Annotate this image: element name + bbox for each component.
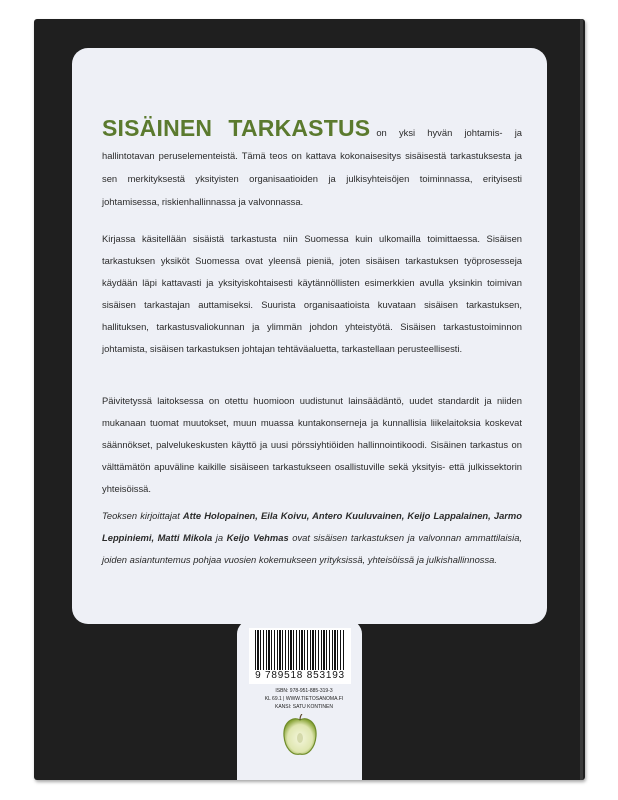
cover-credit-text: KANSI: SATU KONTINEN [275,704,333,710]
apple-icon [281,714,319,758]
authors-suffix: ovat sisäisen tarkastuksen ja valvonnan ammattilaisia, joiden asiantuntemus pohjaa vuosien kokemukseen yrityksissä, yhteisöissä ja julkishallinnossa. [102,532,523,565]
book-title: SISÄINEN TARKASTUS [102,115,371,141]
cover-edge [580,19,583,780]
authors-names-2: Keijo Vehmas [226,532,289,543]
paragraph-2 [102,228,522,360]
intro-text: on yksi hyvän johtamis- ja hallintotavan peruselementeistä. Tämä teos on kattava kokonaisesitys sisäisestä tarkastuksesta ja sen merkityksestä yksityisten organisaatioiden ja julkisyhteisöjen toiminnassa, erityisesti johtamisessa, riskienhallinnassa ja valvonnassa. [102,127,522,207]
intro-paragraph [102,117,522,213]
barcode [249,628,351,684]
paragraph-3-text: Päivitetyssä laitoksessa on otettu huomioon uudistunut lainsäädäntö, uudet standardit ja niiden mukanaan tuomat muutokset, muun muassa kuntakonserneja ja kunnallisia liikelaitoksia koskevat säännökset, palvelukeskusten käyttö ja uusi pörssiyhtiöiden hallinnointikoodi. Sisäinen tarkastus on välttämätön apuväline kaikille sisäiseen tarkastukseen osallistuville sekä yksityis- että julkissektorin yhteisöissä. [102,395,522,494]
paragraph-2-text: Kirjassa käsitellään sisäistä tarkastusta niin Suomessa kuin ulkomailla toimittaessa. Sisäisen tarkastuksen yksiköt Suomessa ovat yleensä pieniä, joten sisäisen tarkastuksen työprosesseja käydään läpi kattavasti ja yksityiskohtaisesti käytännöllisten esimerkkien avulla yksinkin toimivan sisäisen tarkastajan auttamiseksi. Suurista organisaatioista kuvataan sisäisen tarkastuksen, hallituksen, tarkastusvaliokunnan ja ylimmän johdon yhteistyötä. Sisäisen tarkastustoiminnon johtamista, sisäisen tarkastuksen johtajan tehtäväaluetta, tarkastellaan perusteellisesti. [102,233,522,354]
paragraph-3 [102,390,522,500]
authors-prefix: Teoksen kirjoittajat [102,510,180,521]
kl-web-text: KL 69.1 | WWW.TIETOSANOMA.FI [264,696,344,702]
barcode-number: 9 789518 853193 [255,670,345,681]
authors-conjunction: ja [215,532,224,543]
isbn-text: ISBN: 978-951-885-319-3 [275,688,333,694]
authors-names-1: Atte Holopainen, Eila Koivu, Antero Kuuluvainen, Keijo Lappalainen, Jarmo Leppiniemi, Matti Mikola [102,510,522,543]
barcode-bars [255,630,345,670]
authors-paragraph [102,505,522,571]
